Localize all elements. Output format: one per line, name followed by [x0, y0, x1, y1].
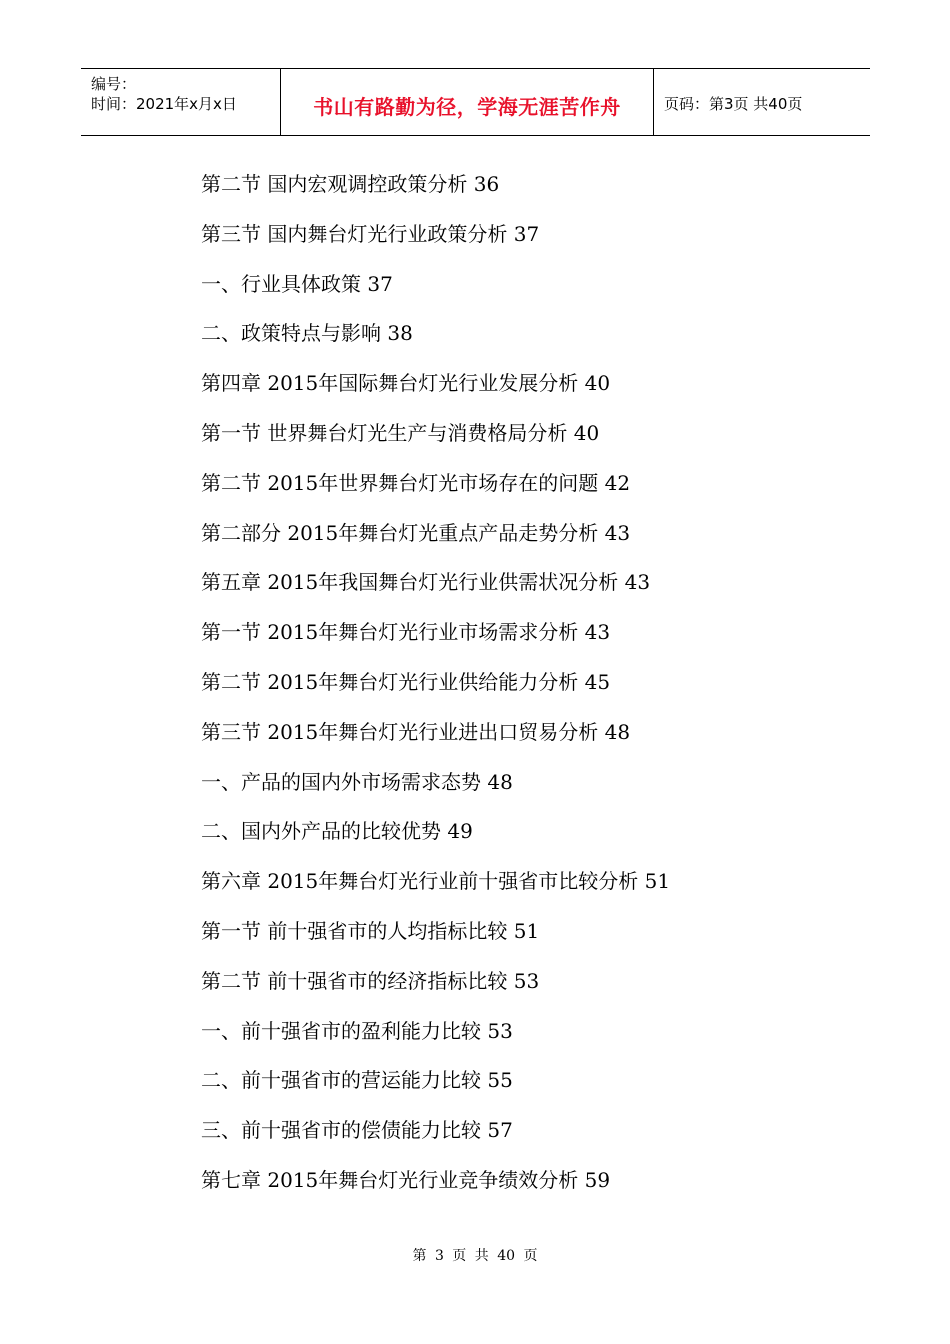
- toc-entry[interactable]: 二、国内外产品的比较优势 49: [201, 819, 473, 844]
- document-number-label: 编号：: [91, 75, 137, 93]
- table-of-contents: [201, 168, 821, 1214]
- toc-entry[interactable]: 第一节 前十强省市的人均指标比较 51: [201, 918, 540, 943]
- toc-entry[interactable]: 第一节 世界舞台灯光生产与消费格局分析 40: [201, 420, 600, 445]
- document-time-label: 时间：2021年x月x日: [91, 95, 237, 113]
- toc-entry[interactable]: 第三节 国内舞台灯光行业政策分析 37: [201, 221, 540, 246]
- toc-entry[interactable]: 第四章 2015年国际舞台灯光行业发展分析 40: [201, 371, 611, 396]
- toc-entry[interactable]: 第三节 2015年舞台灯光行业进出口贸易分析 48: [201, 719, 631, 744]
- header-motto: 书山有路勤为径，学海无涯苦作舟: [313, 95, 621, 119]
- toc-entry[interactable]: 第一节 2015年舞台灯光行业市场需求分析 43: [201, 620, 611, 645]
- toc-entry[interactable]: 一、行业具体政策 37: [201, 271, 393, 296]
- toc-entry[interactable]: 第二节 2015年舞台灯光行业供给能力分析 45: [201, 669, 611, 694]
- toc-entry[interactable]: 第二节 国内宏观调控政策分析 36: [201, 172, 500, 196]
- header-info-cell: [81, 69, 281, 135]
- toc-entry[interactable]: 一、产品的国内外市场需求态势 48: [201, 769, 513, 794]
- toc-entry[interactable]: 第六章 2015年舞台灯光行业前十强省市比较分析 51: [201, 869, 671, 894]
- toc-entry[interactable]: 三、前十强省市的偿债能力比较 57: [201, 1118, 513, 1143]
- toc-entry[interactable]: 二、政策特点与影响 38: [201, 321, 413, 346]
- toc-entry[interactable]: 第五章 2015年我国舞台灯光行业供需状况分析 43: [201, 570, 651, 595]
- toc-entry[interactable]: 一、前十强省市的盈利能力比较 53: [201, 1018, 513, 1043]
- toc-entry[interactable]: 第二节 前十强省市的经济指标比较 53: [201, 968, 540, 993]
- toc-entry[interactable]: 第二节 2015年世界舞台灯光市场存在的问题 42: [201, 470, 631, 495]
- header-page-cell: [654, 69, 870, 135]
- toc-entry[interactable]: 第七章 2015年舞台灯光行业竞争绩效分析 59: [201, 1167, 611, 1192]
- toc-entry[interactable]: 二、前十强省市的营运能力比较 55: [201, 1068, 513, 1093]
- page-header: [81, 68, 870, 136]
- header-page-label: 页码：第3页 共40页: [664, 95, 803, 113]
- toc-entry[interactable]: 第二部分 2015年舞台灯光重点产品走势分析 43: [201, 520, 631, 545]
- header-motto-cell: [281, 69, 654, 135]
- page-footer: 第 3 页 共 40 页: [412, 1248, 538, 1264]
